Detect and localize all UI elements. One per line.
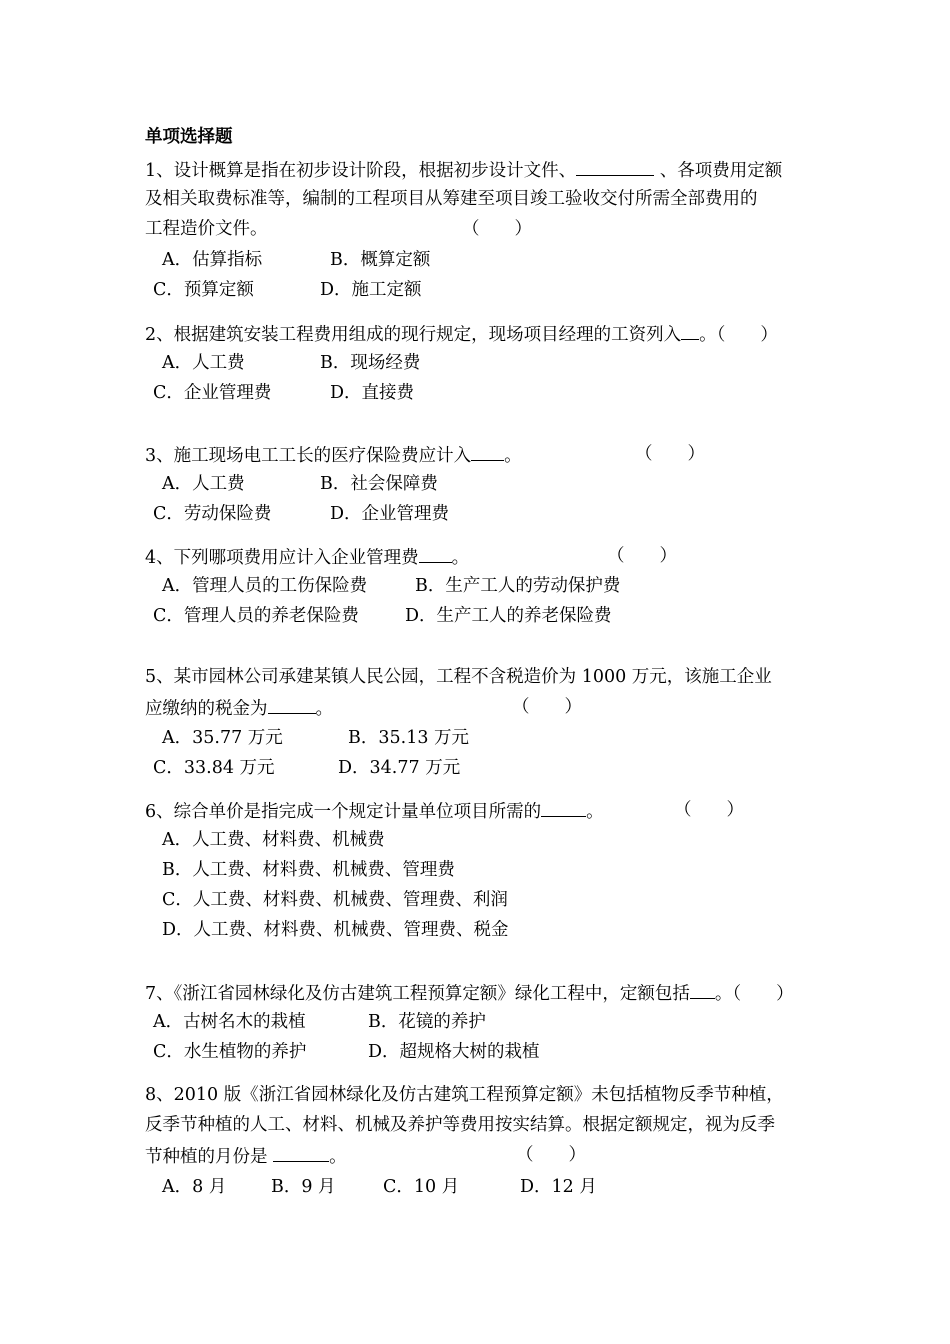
question-2-option-b: B．现场经费 [320, 353, 421, 373]
question-2-option-a: A．人工费 [162, 353, 245, 373]
answer-blank [419, 545, 452, 563]
question-1-line-2: 及相关取费标准等，编制的工程项目从筹建至项目竣工验收交付所需全部费用的 [145, 189, 758, 209]
question-2-option-d: D．直接费 [330, 383, 415, 403]
question-4-option-a: A．管理人员的工伤保险费 [162, 576, 368, 596]
answer-blank [471, 443, 504, 461]
question-4-option-c: C．管理人员的养老保险费 [153, 606, 359, 626]
question-8-line-1: 8、2010 版《浙江省园林绿化及仿古建筑工程预算定额》未包括植物反季节种植， [145, 1085, 784, 1105]
question-1-option-b: B．概算定额 [330, 250, 431, 270]
question-6-option-c: C．人工费、材料费、机械费、管理费、利润 [162, 890, 508, 910]
question-7-option-b: B．花镜的养护 [368, 1012, 486, 1032]
question-5-option-a: A．35.77 万元 [162, 728, 283, 748]
section-heading: 单项选择题 [145, 127, 233, 147]
question-3-line-1: 3、施工现场电工工长的医疗保险费应计入 。 [145, 443, 522, 467]
question-5-line-2: 应缴纳的税金为 。 [145, 696, 333, 720]
answer-bracket: （ ） [635, 444, 705, 464]
answer-blank [268, 696, 316, 714]
answer-blank [681, 322, 699, 340]
question-8-option-a: A．8 月 [162, 1177, 227, 1197]
answer-blank [541, 799, 586, 817]
question-7-option-a: A．古树名木的栽植 [153, 1012, 306, 1032]
question-3-option-d: D．企业管理费 [330, 504, 450, 524]
answer-blank [273, 1144, 329, 1162]
question-2-option-c: C．企业管理费 [153, 383, 272, 403]
question-6-line-1: 6、综合单价是指完成一个规定计量单位项目所需的 。 [145, 799, 604, 823]
answer-bracket: （ ） [512, 697, 582, 717]
question-5-option-d: D．34.77 万元 [338, 758, 461, 778]
question-4-option-d: D．生产工人的养老保险费 [405, 606, 612, 626]
question-1-option-a: A．估算指标 [162, 250, 263, 270]
question-4-option-b: B．生产工人的劳动保护费 [415, 576, 621, 596]
answer-blank [576, 158, 654, 176]
question-6-option-d: D．人工费、材料费、机械费、管理费、税金 [162, 920, 509, 940]
question-1-option-c: C．预算定额 [153, 280, 254, 300]
question-4-line-1: 4、下列哪项费用应计入企业管理费 。 [145, 545, 469, 569]
question-1-line-1: 1、设计概算是指在初步设计阶段，根据初步设计文件、 、各项费用定额 [145, 158, 782, 182]
question-7-line-1: 7、《浙江省园林绿化及仿古建筑工程预算定额》绿化工程中，定额包括 。（ ） [145, 981, 794, 1005]
answer-bracket: （ ） [462, 219, 532, 239]
question-3-option-b: B．社会保障费 [320, 474, 438, 494]
question-6-option-a: A．人工费、材料费、机械费 [162, 830, 385, 850]
question-8-option-b: B．9 月 [271, 1177, 336, 1197]
question-7-option-d: D．超规格大树的栽植 [368, 1042, 540, 1062]
answer-bracket: （ ） [674, 800, 744, 820]
question-7-option-c: C．水生植物的养护 [153, 1042, 307, 1062]
question-5-option-b: B．35.13 万元 [348, 728, 470, 748]
question-5-option-c: C．33.84 万元 [153, 758, 275, 778]
answer-bracket: （ ） [516, 1145, 586, 1165]
question-1-option-d: D．施工定额 [320, 280, 422, 300]
question-8-option-d: D．12 月 [520, 1177, 597, 1197]
question-3-option-a: A．人工费 [162, 474, 245, 494]
answer-blank [690, 981, 715, 999]
question-8-option-c: C．10 月 [383, 1177, 460, 1197]
question-8-line-2: 反季节种植的人工、材料、机械及养护等费用按实结算。根据定额规定，视为反季 [145, 1115, 775, 1135]
question-1-line-3: 工程造价文件。 [145, 219, 268, 239]
question-3-option-c: C．劳动保险费 [153, 504, 272, 524]
question-2-line-1: 2、根据建筑安装工程费用组成的现行规定，现场项目经理的工资列入 。（ ） [145, 322, 778, 346]
answer-bracket: （ ） [607, 546, 677, 566]
question-8-line-3: 节种植的月份是 。 [145, 1144, 347, 1168]
question-6-option-b: B．人工费、材料费、机械费、管理费 [162, 860, 455, 880]
question-5-line-1: 5、某市园林公司承建某镇人民公园，工程不含税造价为 1000 万元，该施工企业 [145, 667, 772, 687]
